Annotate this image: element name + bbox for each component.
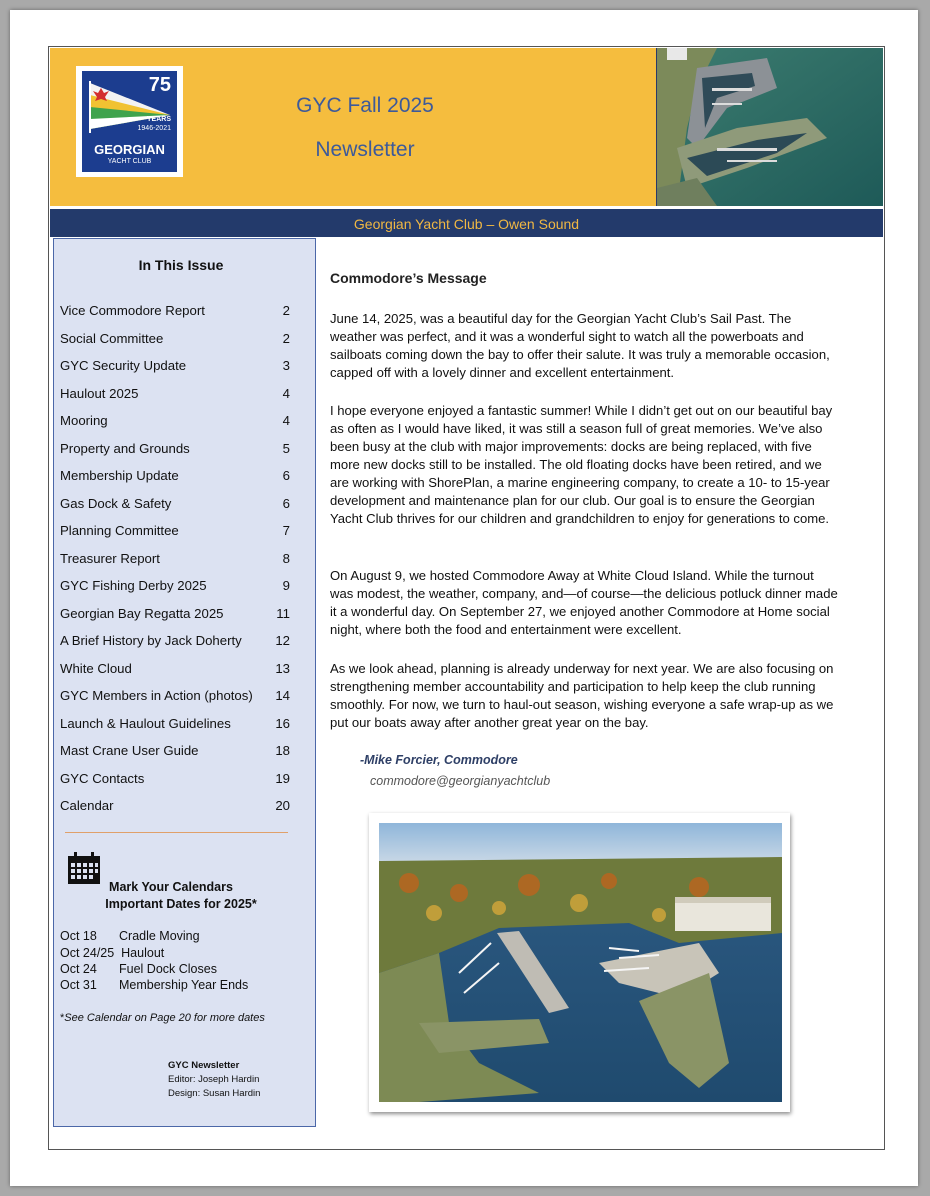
date-row bbox=[60, 978, 248, 992]
toc-item[interactable] bbox=[60, 578, 290, 596]
toc-item-label: A Brief History by Jack Doherty bbox=[60, 633, 242, 648]
logo-year-range: 1946-2021 bbox=[137, 125, 171, 132]
toc-item-page: 2 bbox=[282, 330, 290, 346]
toc-item-page: 6 bbox=[282, 468, 290, 483]
credits-title: GYC Newsletter bbox=[168, 1060, 240, 1071]
toc-item-page: 8 bbox=[282, 550, 290, 566]
toc-item-label: Membership Update bbox=[60, 468, 179, 483]
toc-item-page: 6 bbox=[282, 495, 290, 511]
toc-item[interactable] bbox=[60, 468, 290, 486]
calendar-footnote: *See Calendar on Page 20 for more dates bbox=[60, 1012, 265, 1024]
commodore-email[interactable]: commodore@georgianyachtclub bbox=[370, 774, 551, 788]
newsletter-subtitle: Newsletter bbox=[315, 138, 415, 161]
toc-item-label: Planning Committee bbox=[60, 523, 179, 538]
date-label: Oct 31 bbox=[60, 978, 97, 992]
logo-club-sub: YACHT CLUB bbox=[107, 158, 152, 165]
toc-item-page: 2 bbox=[282, 303, 290, 318]
toc-item[interactable] bbox=[60, 661, 290, 679]
logo-emblem bbox=[82, 71, 177, 172]
toc-item-label: Mooring bbox=[60, 413, 108, 428]
toc-item-label: Social Committee bbox=[60, 330, 164, 346]
credits-editor: Editor: Joseph Hardin bbox=[168, 1074, 260, 1085]
toc-item-label: GYC Fishing Derby 2025 bbox=[60, 578, 207, 593]
logo-years: YEARS bbox=[146, 116, 171, 123]
logo-number: 75 bbox=[148, 74, 171, 96]
toc-item[interactable] bbox=[60, 688, 290, 706]
date-event: Fuel Dock Closes bbox=[119, 962, 217, 976]
toc-item-label: Haulout 2025 bbox=[60, 385, 139, 401]
harbor-aerial-photo bbox=[657, 48, 883, 206]
toc-item-page: 4 bbox=[282, 413, 290, 428]
date-event: Haulout bbox=[121, 946, 165, 960]
article-paragraph: As we look ahead, planning is already underway for next year. We are also focusing on strengthening member accountability and participation to help keep the club running smoothly. For now, we turn to haul-out season, wishing everyone a safe wrap-up as we put our boats away after another great year on the bay. bbox=[330, 661, 834, 730]
toc-item-page: 20 bbox=[275, 798, 290, 813]
date-row bbox=[60, 946, 164, 960]
toc-item-label: Launch & Haulout Guidelines bbox=[60, 715, 231, 731]
date-label: Oct 24 bbox=[60, 962, 97, 976]
toc-item-page: 7 bbox=[282, 523, 290, 538]
sidebar-divider bbox=[65, 832, 288, 833]
toc-item[interactable] bbox=[60, 523, 290, 541]
article-paragraph: On August 9, we hosted Commodore Away at White Cloud Island. While the turnout was modest, the weather, company, and—of course—the delicious potluck dinner made it a wonderful day. On September 27, we enjoyed another Commodore at Home social night, where both the food and entertainment were excellent. bbox=[330, 568, 838, 637]
toc-item-page: 13 bbox=[275, 660, 290, 676]
logo-club-name: GEORGIAN bbox=[94, 142, 165, 157]
toc-item-page: 4 bbox=[282, 385, 290, 401]
toc-item-page: 12 bbox=[275, 633, 290, 648]
article-signature: -Mike Forcier, Commodore bbox=[360, 753, 518, 767]
article-paragraph: June 14, 2025, was a beautiful day for the Georgian Yacht Club’s Sail Past. The weather was perfect, and it was a wonderful sight to watch all the powerboats and sailboats coming down the bay to offer their salute. It was truly a memorable occasion, capped off with a lovely dinner and excellent entertainment. bbox=[330, 311, 830, 380]
toc-item-label: White Cloud bbox=[60, 660, 132, 676]
date-row bbox=[60, 962, 217, 976]
toc-item-page: 19 bbox=[275, 770, 290, 786]
toc-item-label: GYC Security Update bbox=[60, 358, 187, 373]
toc-item[interactable] bbox=[60, 496, 290, 514]
date-event: Cradle Moving bbox=[119, 929, 200, 943]
article-paragraph: I hope everyone enjoyed a fantastic summer! While I didn’t get out on our beautiful bay as often as I would have liked, it was still a season full of great memories. We’ve also been busy at the club with major improvements: docks are being replaced, with five more new docks still to be installed. The old floating docks have been retired, and we are working with ShorePlan, a marine engineering company, to create a 10- to 15-year development and maintenance plan for our club. Our goal is to ensure the Georgian Yacht Club thrives for our children and grandchildren to enjoy for generations to come. bbox=[330, 403, 833, 526]
toc-item-label: Treasurer Report bbox=[60, 550, 160, 566]
toc-item[interactable] bbox=[60, 716, 290, 734]
toc-item-page: 9 bbox=[282, 578, 290, 593]
club-logo bbox=[76, 66, 183, 177]
toc-item-label: Mast Crane User Guide bbox=[60, 743, 199, 758]
toc-item[interactable] bbox=[60, 606, 290, 624]
toc-item[interactable] bbox=[60, 633, 290, 651]
toc-item-label: GYC Contacts bbox=[60, 770, 145, 786]
toc-item[interactable] bbox=[60, 386, 290, 404]
toc-item-page: 14 bbox=[275, 688, 290, 703]
calendar-title: Mark Your Calendars bbox=[109, 880, 233, 894]
calendar-subtitle: Important Dates for 2025* bbox=[105, 897, 257, 911]
date-label: Oct 18 bbox=[60, 929, 97, 943]
date-event: Membership Year Ends bbox=[119, 978, 249, 992]
toc-item-label: Calendar bbox=[60, 798, 114, 813]
marina-photo bbox=[369, 813, 790, 1112]
toc-item[interactable] bbox=[60, 743, 290, 761]
toc-heading: In This Issue bbox=[138, 257, 224, 273]
toc-item-page: 16 bbox=[275, 715, 290, 731]
club-location-band: Georgian Yacht Club – Owen Sound bbox=[50, 209, 883, 237]
toc-item[interactable] bbox=[60, 798, 290, 816]
credits-design: Design: Susan Hardin bbox=[168, 1088, 261, 1099]
toc-item[interactable] bbox=[60, 441, 290, 459]
toc-item-label: Gas Dock & Safety bbox=[60, 495, 172, 511]
date-label: Oct 24/25 bbox=[60, 946, 115, 960]
article-heading: Commodore’s Message bbox=[330, 270, 487, 286]
toc-item[interactable] bbox=[60, 331, 290, 349]
toc-item[interactable] bbox=[60, 551, 290, 569]
toc-item-page: 11 bbox=[276, 605, 290, 621]
newsletter-title: GYC Fall 2025 bbox=[296, 94, 434, 117]
toc-item-label: Vice Commodore Report bbox=[60, 303, 205, 318]
toc-item-page: 18 bbox=[275, 743, 290, 758]
date-row bbox=[60, 929, 200, 943]
toc-item[interactable] bbox=[60, 771, 290, 789]
toc-item[interactable] bbox=[60, 358, 290, 376]
toc-item-label: Georgian Bay Regatta 2025 bbox=[60, 605, 224, 621]
toc-item-page: 5 bbox=[282, 440, 290, 456]
toc-item[interactable] bbox=[60, 303, 290, 321]
toc-item-label: Property and Grounds bbox=[60, 440, 190, 456]
toc-item-label: GYC Members in Action (photos) bbox=[60, 688, 253, 703]
toc-item[interactable] bbox=[60, 413, 290, 431]
toc-item-page: 3 bbox=[282, 358, 290, 373]
